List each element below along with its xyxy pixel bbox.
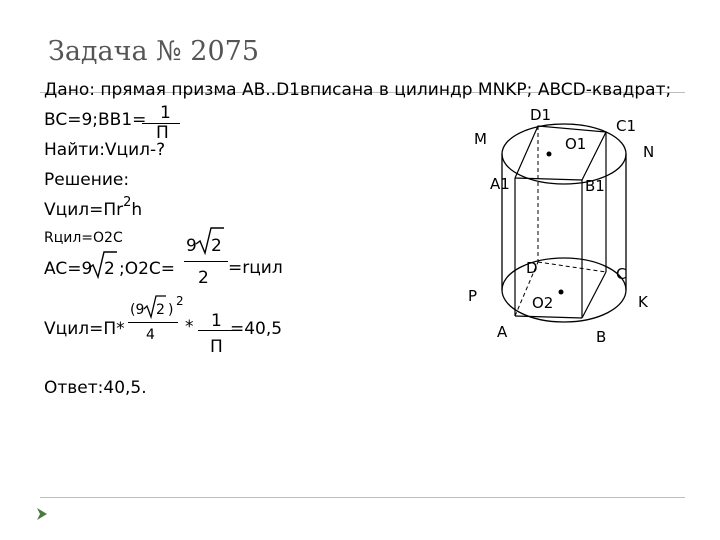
v-label: Vцил=П* [44,319,125,339]
given-frac-den: П [156,123,169,143]
top-square [515,126,606,180]
v2-num: 1 [211,311,222,331]
ac-root: 2 [104,259,115,279]
volume-formula-exp: 2 [123,195,132,210]
v-num-a: (9 [130,302,145,318]
label-p: P [468,287,478,305]
o2c-num-a: 9 [186,236,197,256]
given-frac-num: 1 [160,103,171,123]
label-d: D [526,259,538,277]
label-o2: O2 [532,294,554,312]
o2c-num-root: 2 [211,236,222,256]
radius-text: Rцил=O2C [44,230,123,246]
v-num-root: 2 [156,302,165,318]
label-a: A [497,323,508,341]
page-title: Задача № 2075 [48,36,260,67]
label-b1: B1 [585,177,605,195]
o2c-eq: =rцил [228,258,283,278]
volume-formula-a: Vцил=Пr [44,200,124,220]
volume-formula-b: h [131,200,143,220]
given-text: Дано: прямая призма АВ..D1вписана в цилиндр MNKP; ABCD-квадрат; [44,80,672,100]
v-result: =40,5 [230,319,283,339]
v-num-exp: 2 [176,294,184,308]
label-d1: D1 [530,106,552,124]
find-text: Найти:Vцил-? [44,140,166,160]
label-a1: A1 [490,175,510,193]
v2-den: П [210,337,223,357]
solution-heading: Решение: [44,170,130,190]
o2c-den: 2 [198,268,209,288]
label-c1: C1 [616,117,637,135]
label-c: C [616,265,627,283]
bottom-base-ellipse [502,258,626,322]
label-k: K [638,293,648,311]
given-bc-bb1: BC=9;BB1= [44,110,147,130]
v-den: 4 [146,327,155,343]
edge-bc [582,272,606,318]
center-o1 [547,152,552,157]
label-n: N [643,143,655,161]
v-num-b: ) [168,302,174,318]
v-times: * [185,317,194,337]
center-o2 [559,290,564,295]
ac-a: AC=9 [44,259,93,279]
label-m: M [474,130,487,148]
label-b: B [596,328,607,346]
top-base-ellipse [502,124,626,184]
ac-b: ;O2C= [119,259,176,279]
edge-dc [538,262,606,272]
answer-text: Ответ:40,5. [44,378,147,398]
label-o1: O1 [565,135,587,153]
edge-ab [515,316,582,318]
